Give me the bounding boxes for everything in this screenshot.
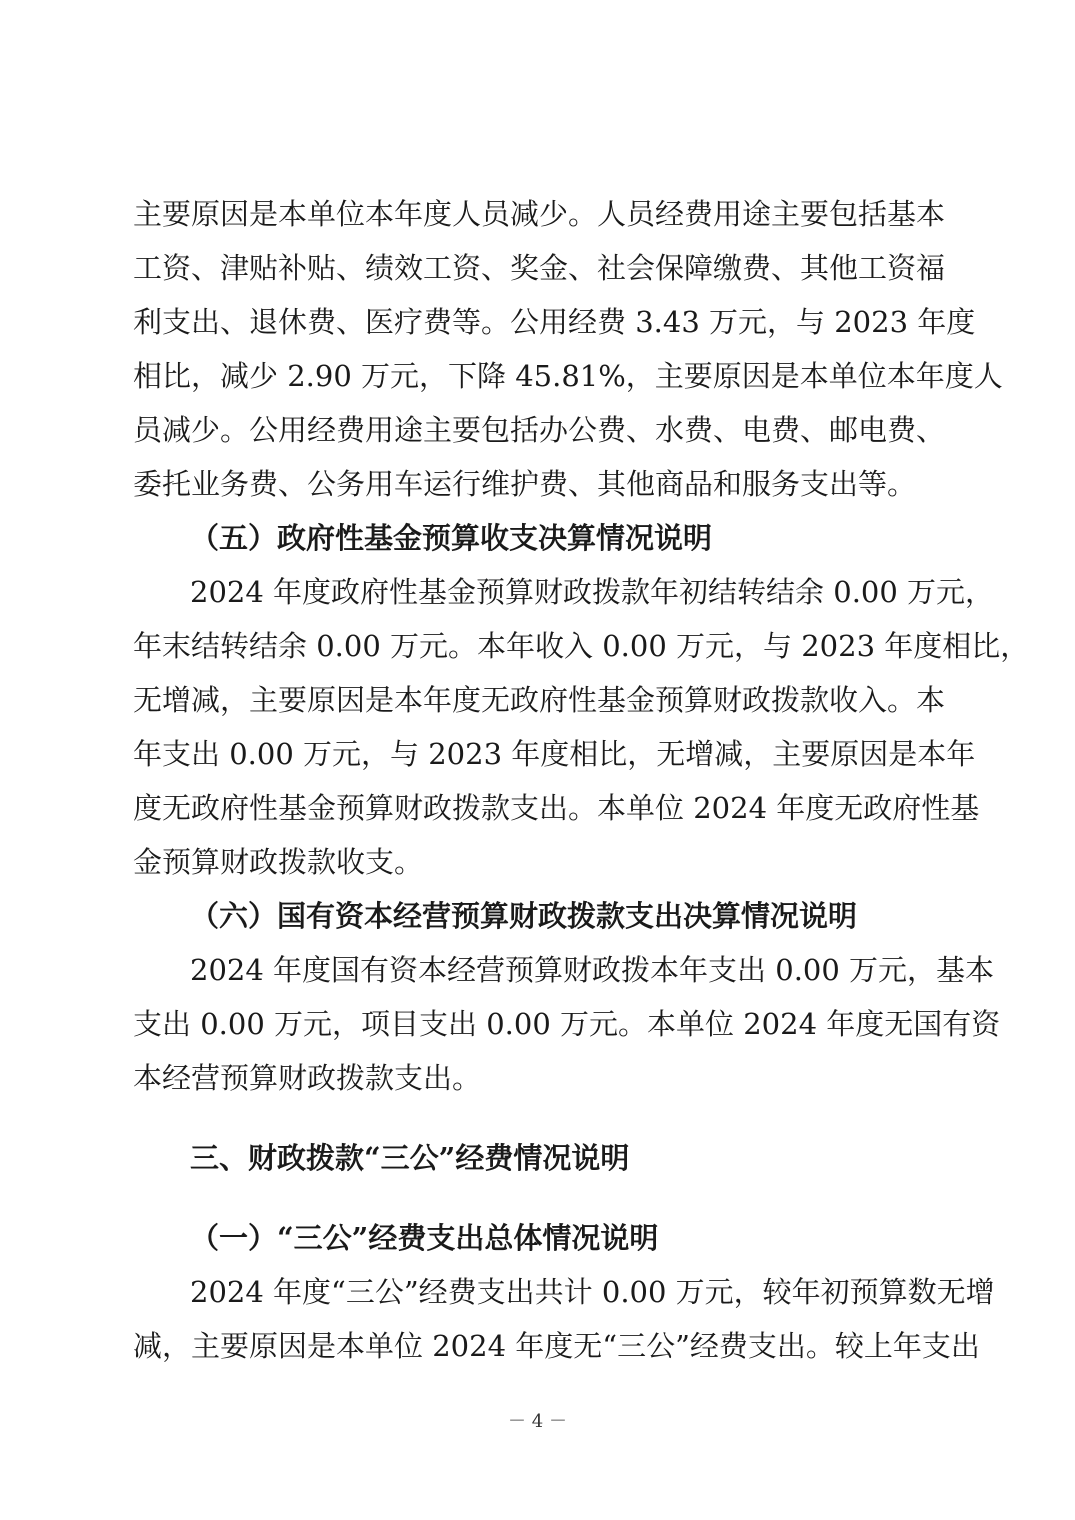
subsection-heading-6: （六）国有资本经营预算财政拨款支出决算情况说明 <box>190 899 858 933</box>
paragraph-line: 主要原因是本单位本年度人员减少。人员经费用途主要包括基本 <box>133 197 946 231</box>
paragraph-line: 减，主要原因是本单位 2024 年度无“三公”经费支出。较上年支出 <box>133 1329 980 1363</box>
paragraph-line: 2024 年度“三公”经费支出共计 0.00 万元，较年初预算数无增 <box>190 1275 995 1309</box>
subsection-heading-5: （五）政府性基金预算收支决算情况说明 <box>190 521 713 555</box>
paragraph-line: 年末结转结余 0.00 万元。本年收入 0.00 万元，与 2023 年度相比， <box>133 629 1030 663</box>
paragraph-line: 度无政府性基金预算财政拨款支出。本单位 2024 年度无政府性基 <box>133 791 980 825</box>
paragraph-line: 利支出、退休费、医疗费等。公用经费 3.43 万元，与 2023 年度 <box>133 305 976 339</box>
paragraph-line: 本经营预算财政拨款支出。 <box>133 1061 482 1095</box>
paragraph-line: 无增减，主要原因是本年度无政府性基金预算财政拨款收入。本 <box>133 683 946 717</box>
page-number: － 4 － <box>508 1411 567 1432</box>
paragraph-line: 2024 年度政府性基金预算财政拨款年初结转结余 0.00 万元， <box>190 575 995 609</box>
paragraph-line: 员减少。公用经费用途主要包括办公费、水费、电费、邮电费、 <box>133 413 946 447</box>
paragraph-line: 金预算财政拨款收支。 <box>133 845 424 879</box>
paragraph-line: 工资、津贴补贴、绩效工资、奖金、社会保障缴费、其他工资福 <box>133 251 946 285</box>
paragraph-line: 委托业务费、公务用车运行维护费、其他商品和服务支出等。 <box>133 467 917 501</box>
paragraph-line: 相比，减少 2.90 万元，下降 45.81%，主要原因是本单位本年度人 <box>133 359 1003 393</box>
paragraph-line: 年支出 0.00 万元，与 2023 年度相比，无增减，主要原因是本年 <box>133 737 976 771</box>
paragraph-line: 2024 年度国有资本经营预算财政拨本年支出 0.00 万元，基本 <box>190 953 995 987</box>
paragraph-line: 支出 0.00 万元，项目支出 0.00 万元。本单位 2024 年度无国有资 <box>133 1007 1001 1041</box>
subsection-heading-3-1: （一）“三公”经费支出总体情况说明 <box>190 1221 659 1255</box>
section-heading-3: 三、财政拨款“三公”经费情况说明 <box>190 1141 630 1175</box>
